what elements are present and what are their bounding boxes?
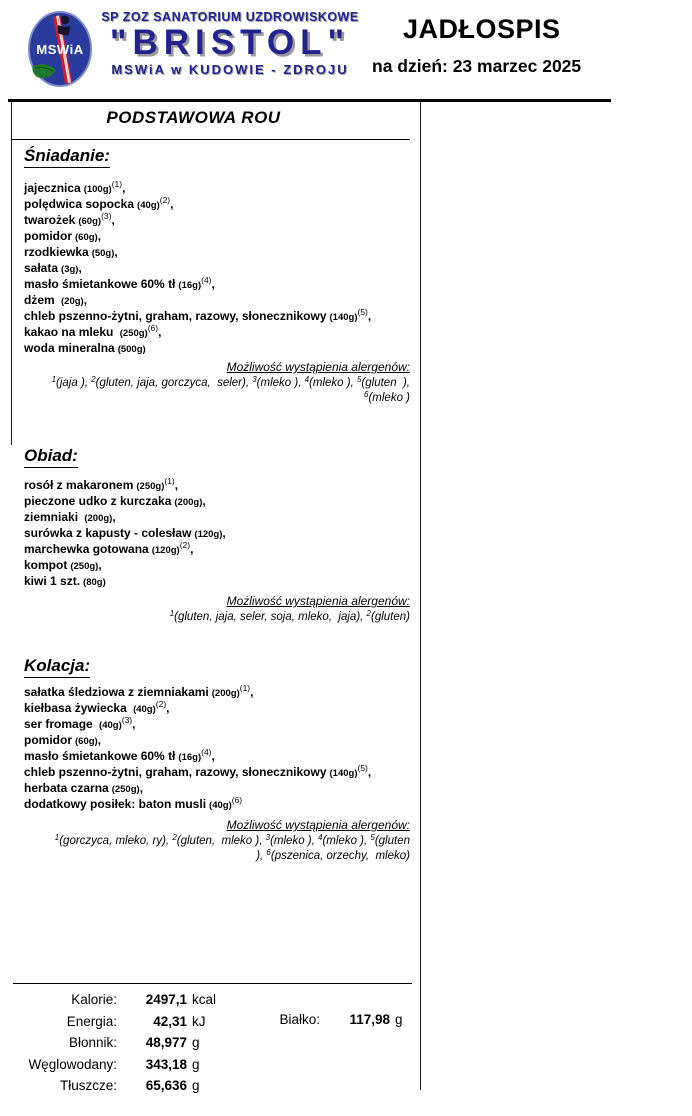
menu-item	[24, 558, 410, 574]
menu-item-portion: (20g)	[61, 296, 84, 307]
menu-item-name: rosół z makaronem	[24, 478, 134, 492]
meal-heading-kolacja: Kolacja:	[24, 656, 90, 678]
menu-item-name: twarożek	[24, 213, 76, 227]
menu-item-portion: (16g)	[178, 280, 202, 291]
menu-item	[24, 197, 410, 213]
menu-item-allergen-ref: (6)	[231, 795, 243, 805]
menu-item-name: ziemniaki	[24, 510, 82, 524]
meal-items-obiad	[24, 478, 410, 590]
nutrition-label: Błonnik:	[68, 1035, 117, 1050]
menu-item	[24, 293, 410, 309]
menu-item-allergen-ref: (2)	[159, 195, 171, 205]
menu-item-portion: (50g)	[91, 248, 115, 259]
nutrition-unit: kcal	[192, 992, 217, 1007]
allergen-text: (mleko ),	[256, 377, 305, 389]
menu-item	[24, 765, 410, 781]
menu-item-allergen-ref: (1)	[239, 683, 251, 693]
allergen-line	[24, 834, 410, 849]
nutrition-unit: g	[192, 1035, 200, 1050]
menu-item-separator: ,	[114, 245, 118, 259]
menu-item	[24, 229, 410, 245]
allergen-heading: Możliwość wystąpienia alergenów:	[226, 818, 410, 832]
nutrition-value: 42,31	[153, 1013, 187, 1029]
menu-item-separator: ,	[367, 309, 372, 323]
column-divider	[420, 102, 421, 1090]
allergen-text: (gluten)	[371, 611, 410, 623]
menu-item-separator: ,	[211, 749, 215, 763]
organization-block	[84, 10, 376, 77]
menu-item-name: masło śmietankowe 60% tł	[24, 277, 176, 291]
menu-item	[24, 542, 410, 558]
menu-item	[24, 309, 410, 325]
menu-item-separator: ,	[222, 526, 226, 540]
allergen-heading: Możliwość wystąpienia alergenów:	[226, 360, 410, 374]
menu-date: na dzień: 23 marzec 2025	[372, 56, 582, 76]
menu-item-allergen-ref: (1)	[164, 476, 175, 486]
menu-item-separator: ,	[78, 261, 82, 275]
menu-item-separator: ,	[190, 542, 194, 556]
nutrition-label: Węglowodany:	[28, 1056, 117, 1072]
menu-item-name: kompot	[24, 558, 68, 572]
allergen-heading: Możliwość wystąpienia alergenów:	[226, 594, 410, 608]
menu-item-portion: (250g)	[136, 481, 165, 492]
menu-item-separator: ,	[112, 510, 116, 524]
allergen-ref-number: 3	[265, 833, 271, 842]
allergen-ref-number: 2	[91, 375, 96, 384]
diet-title: PODSTAWOWA ROU	[106, 108, 281, 127]
allergen-line	[24, 391, 410, 406]
menu-item-name: pomidor	[24, 733, 72, 747]
allergen-ref-number: 3	[252, 375, 257, 384]
meal-heading-sniadanie: Śniadanie:	[24, 146, 110, 168]
allergen-line	[24, 849, 410, 864]
nutrition-value: 343,18	[145, 1056, 187, 1072]
diet-title-underline	[11, 139, 410, 140]
allergens-kolacja	[24, 816, 410, 864]
menu-item-name: marchewka gotowana	[24, 542, 149, 556]
menu-item	[24, 781, 410, 797]
allergen-ref-number: 4	[304, 375, 310, 384]
nutrition-value: 65,636	[145, 1078, 187, 1093]
menu-item-separator: ,	[98, 558, 102, 572]
menu-item-separator: ,	[174, 478, 179, 492]
nutrition-row	[13, 1078, 412, 1093]
allergen-ref-number: 2	[172, 833, 177, 842]
menu-item-name: dżem	[24, 293, 59, 307]
menu-item-allergen-ref: (1)	[111, 179, 123, 189]
menu-item	[24, 478, 410, 494]
menu-item-portion: (100g)	[83, 184, 112, 195]
allergen-text: (gluten, jaja, gorczyca, seler),	[95, 377, 253, 389]
nutrition-value: 2497,1	[145, 992, 187, 1007]
menu-item-separator: ,	[111, 213, 115, 227]
menu-item-name: sałata	[24, 261, 59, 275]
nutrition-unit: kJ	[192, 1013, 206, 1029]
nutrition-label: Białko:	[279, 1012, 320, 1027]
menu-item-allergen-ref: (4)	[201, 275, 212, 285]
menu-item-name: surówka z kapusty - colesław	[24, 526, 192, 540]
menu-item-separator: ,	[211, 277, 215, 291]
menu-item	[24, 213, 410, 229]
menu-item-allergen-ref: (5)	[357, 763, 368, 773]
menu-item-separator: ,	[132, 717, 136, 731]
nutrition-unit: g	[192, 1078, 200, 1093]
allergen-text: (gluten	[374, 835, 410, 847]
allergen-text: (mleko ),	[309, 377, 357, 389]
menu-item	[24, 685, 410, 701]
allergen-ref-number: 5	[370, 833, 375, 842]
menu-item-separator: ,	[202, 494, 206, 508]
nutrition-rows	[13, 992, 412, 1093]
menu-item-portion: (60g)	[75, 736, 98, 747]
menu-item-portion: (120g)	[151, 545, 180, 556]
menu-item-allergen-ref: (3)	[121, 715, 133, 725]
nutrition-label: Energia:	[66, 1013, 117, 1029]
allergen-lines	[24, 834, 410, 864]
allergen-text: (jaja ),	[56, 377, 92, 389]
menu-item-name: ser fromage	[24, 717, 97, 731]
menu-item-portion: (60g)	[75, 232, 98, 243]
menu-item-name: rzodkiewka	[24, 245, 89, 259]
meal-items-sniadanie	[24, 181, 410, 357]
menu-item-portion: (140g)	[329, 312, 358, 323]
nutrition-protein-row	[240, 1012, 403, 1027]
menu-item	[24, 749, 410, 765]
menu-item	[24, 261, 410, 277]
menu-item-portion: (40g)	[99, 720, 122, 731]
nutrition-row	[13, 992, 412, 1007]
meal-section-obiad	[24, 446, 410, 625]
menu-item	[24, 733, 410, 749]
allergen-text: (mleko ),	[322, 835, 371, 847]
menu-item-separator: ,	[367, 765, 372, 779]
allergens-sniadanie	[24, 358, 410, 406]
menu-item	[24, 325, 410, 341]
menu-item	[24, 494, 410, 510]
menu-item-separator: ,	[166, 701, 170, 715]
allergen-lines	[24, 610, 410, 625]
menu-item-separator: ,	[139, 781, 144, 795]
allergen-ref-number: 1	[51, 375, 57, 384]
menu-item-allergen-ref: (2)	[155, 699, 167, 709]
allergens-obiad	[24, 592, 410, 625]
menu-item-allergen-ref: (3)	[101, 211, 112, 221]
menu-item-name: chleb pszenno-żytni, graham, razowy, słonecznikowy	[24, 765, 327, 779]
menu-item	[24, 245, 410, 261]
meal-section-kolacja	[24, 656, 410, 864]
menu-item	[24, 181, 410, 197]
nutrition-label: Kalorie:	[71, 992, 117, 1007]
allergen-line	[24, 610, 410, 625]
allergen-ref-number: 1	[54, 833, 60, 842]
menu-item-portion: (120g)	[194, 529, 223, 540]
allergen-text: (gluten, jaja, seler, soja, mleko, jaja),	[174, 611, 367, 623]
allergen-ref-number: 1	[169, 609, 175, 618]
menu-item	[24, 701, 410, 717]
organization-brand-bristol: "BRISTOL"	[109, 23, 351, 62]
menu-item-allergen-ref: (5)	[357, 307, 368, 317]
menu-item-allergen-ref: (6)	[147, 323, 159, 333]
allergen-text: (mleko )	[368, 392, 410, 404]
allergen-lines	[24, 376, 410, 406]
organization-name-line1: SP ZOZ SANATORIUM UZDROWISKOWE	[101, 10, 359, 24]
nutrition-label: Tłuszcze:	[59, 1078, 117, 1093]
nutrition-unit: g	[395, 1012, 403, 1027]
menu-item	[24, 717, 410, 733]
menu-item-separator: ,	[97, 229, 102, 243]
allergen-text: (gluten, mleko ),	[176, 835, 266, 847]
page-title: JADŁOSPIS	[403, 14, 561, 44]
allergen-text: (mleko ),	[270, 835, 318, 847]
organization-name-line3: MSWiA w KUDOWIE - ZDROJU	[111, 62, 349, 77]
menu-item-name: herbata czarna	[24, 781, 109, 795]
menu-item-portion: (40g)	[133, 704, 156, 715]
menu-item-name: chleb pszenno-żytni, graham, razowy, słonecznikowy	[24, 309, 327, 323]
nutrition-unit: g	[192, 1056, 200, 1072]
menu-item-portion: (200g)	[84, 513, 113, 524]
menu-item-separator: ,	[122, 181, 126, 195]
nutrition-row	[13, 1035, 412, 1050]
meal-heading-obiad: Obiad:	[24, 446, 78, 468]
menu-item	[24, 341, 410, 357]
nutrition-value: 48,977	[145, 1035, 187, 1050]
allergen-text: (gorczyca, mleko, ry),	[59, 835, 173, 847]
menu-item	[24, 526, 410, 542]
menu-item-separator: ,	[97, 733, 102, 747]
menu-item-portion: (40g)	[137, 200, 160, 211]
meal-items-kolacja	[24, 685, 410, 813]
menu-item-name: polędwica sopocka	[24, 197, 135, 211]
menu-item-portion: (200g)	[211, 688, 240, 699]
menu-item-portion: (3g)	[61, 264, 79, 275]
menu-item-portion: (250g)	[111, 784, 140, 795]
menu-item-name: masło śmietankowe 60% tł	[24, 749, 176, 763]
menu-item-portion: (500g)	[117, 344, 146, 355]
nutrition-value: 117,98	[349, 1012, 390, 1027]
nutrition-row	[13, 1057, 412, 1072]
allergen-line	[24, 376, 410, 391]
menu-item-portion: (250g)	[119, 328, 148, 339]
allergen-ref-number: 4	[318, 833, 323, 842]
menu-item-name: jajecznica	[24, 181, 81, 195]
menu-item-name: sałatka śledziowa z ziemniakami	[24, 685, 209, 699]
menu-item-portion: (140g)	[329, 768, 358, 779]
menu-item-portion: (250g)	[70, 561, 99, 572]
menu-item-name: kakao na mleku	[24, 325, 117, 339]
menu-item-separator: ,	[83, 293, 88, 307]
allergen-ref-number: 6	[266, 848, 271, 857]
menu-item-name: pieczone udko z kurczaka	[24, 494, 172, 508]
allergen-ref-number: 6	[364, 390, 369, 399]
header-divider	[8, 99, 611, 102]
menu-item	[24, 574, 410, 590]
allergen-ref-number: 5	[356, 375, 362, 384]
menu-item-name: kiwi 1 szt.	[24, 574, 81, 588]
menu-item-portion: (80g)	[83, 577, 106, 588]
menu-item-separator: ,	[170, 197, 174, 211]
menu-item-portion: (60g)	[78, 216, 102, 227]
allergen-text: (pszenica, orzechy, mleko)	[270, 850, 410, 862]
meal-section-sniadanie	[24, 146, 410, 406]
svg-text:MSWiA: MSWiA	[36, 42, 84, 57]
allergen-ref-number: 2	[366, 609, 371, 618]
menu-item-name: kiełbasa żywiecka	[24, 701, 131, 715]
menu-item	[24, 277, 410, 293]
nutrition-summary	[13, 983, 412, 1100]
menu-item	[24, 797, 410, 813]
menu-item-name: pomidor	[24, 229, 72, 243]
left-border	[11, 102, 12, 445]
menu-item	[24, 510, 410, 526]
menu-item-name: dodatkowy posiłek: baton musli	[24, 797, 207, 811]
menu-item-portion: (200g)	[174, 497, 203, 508]
menu-item-name: woda mineralna	[24, 341, 115, 355]
allergen-text: ),	[256, 850, 267, 862]
menu-item-portion: (16g)	[178, 752, 202, 763]
menu-item-separator: ,	[158, 325, 162, 339]
allergen-text: (gluten ),	[361, 377, 410, 389]
menu-item-allergen-ref: (4)	[201, 747, 212, 757]
menu-item-portion: (40g)	[209, 800, 232, 811]
menu-item-separator: ,	[250, 685, 254, 699]
menu-item-allergen-ref: (2)	[179, 540, 191, 550]
